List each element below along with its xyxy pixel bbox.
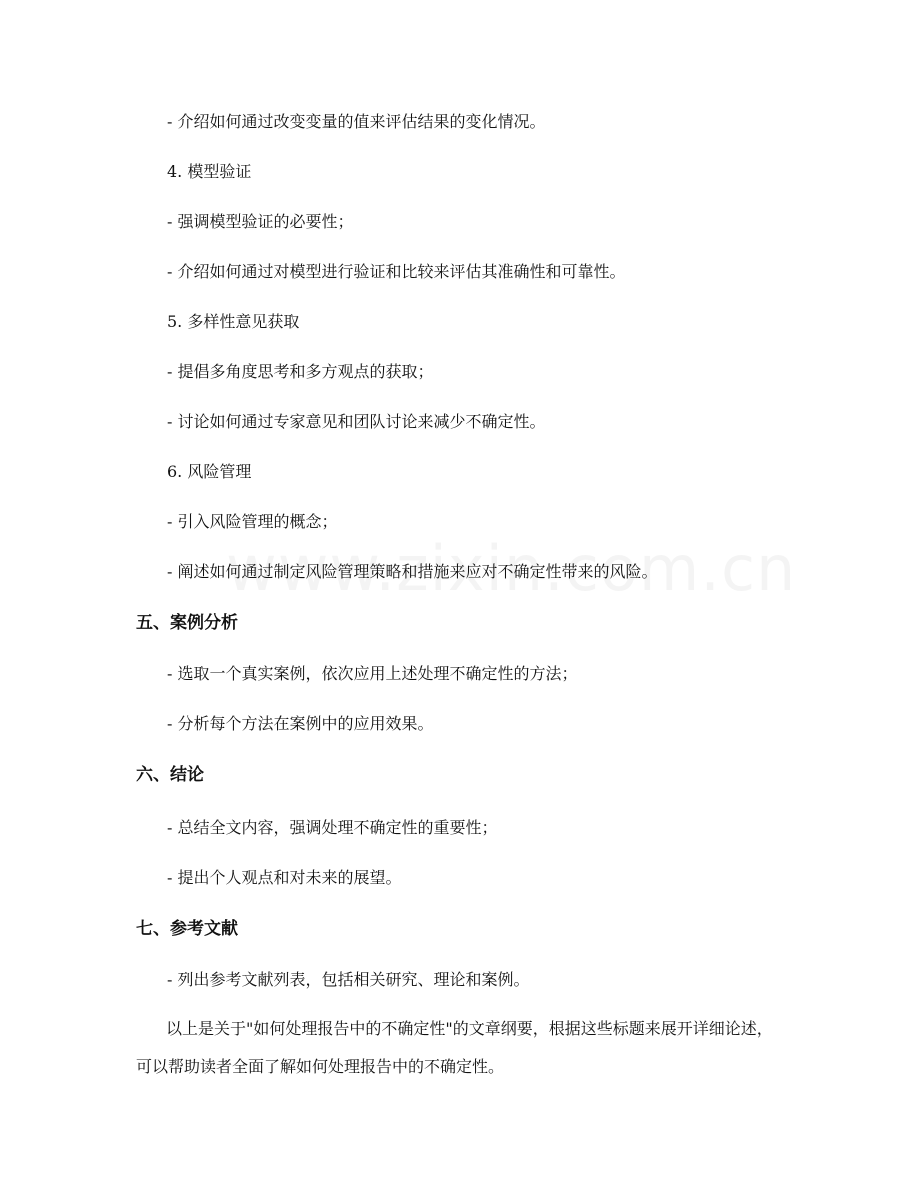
closing-paragraph: 以上是关于"如何处理报告中的不确定性"的文章纲要，根据这些标题来展开详细论述，可以帮助读者全面了解如何处理报告中的不确定性。 [136,1019,773,1076]
list-item: - 提倡多角度思考和多方观点的获取； [167,362,434,381]
list-item: - 分析每个方法在案例中的应用效果。 [167,714,434,733]
list-item: - 总结全文内容，强调处理不确定性的重要性； [167,818,498,837]
list-item: - 列出参考文献列表，包括相关研究、理论和案例。 [167,970,530,989]
section-subtitle: 4. 模型验证 [167,162,252,181]
list-item: - 介绍如何通过改变变量的值来评估结果的变化情况。 [167,112,546,131]
list-item: - 选取一个真实案例，依次应用上述处理不确定性的方法； [167,664,578,683]
section-heading: 五、案例分析 [136,613,238,633]
list-item: - 提出个人观点和对未来的展望。 [167,868,402,887]
list-item: - 引入风险管理的概念； [167,512,338,531]
list-item: - 强调模型验证的必要性； [167,212,354,231]
section-subtitle: 6. 风险管理 [167,462,252,481]
list-item: - 讨论如何通过专家意见和团队讨论来减少不确定性。 [167,412,546,431]
section-subtitle: 5. 多样性意见获取 [167,312,300,331]
list-item: - 介绍如何通过对模型进行验证和比较来评估其准确性和可靠性。 [167,262,626,281]
section-heading: 六、结论 [136,765,204,785]
section-heading: 七、参考文献 [136,919,238,939]
list-item: - 阐述如何通过制定风险管理策略和措施来应对不确定性带来的风险。 [167,562,658,581]
